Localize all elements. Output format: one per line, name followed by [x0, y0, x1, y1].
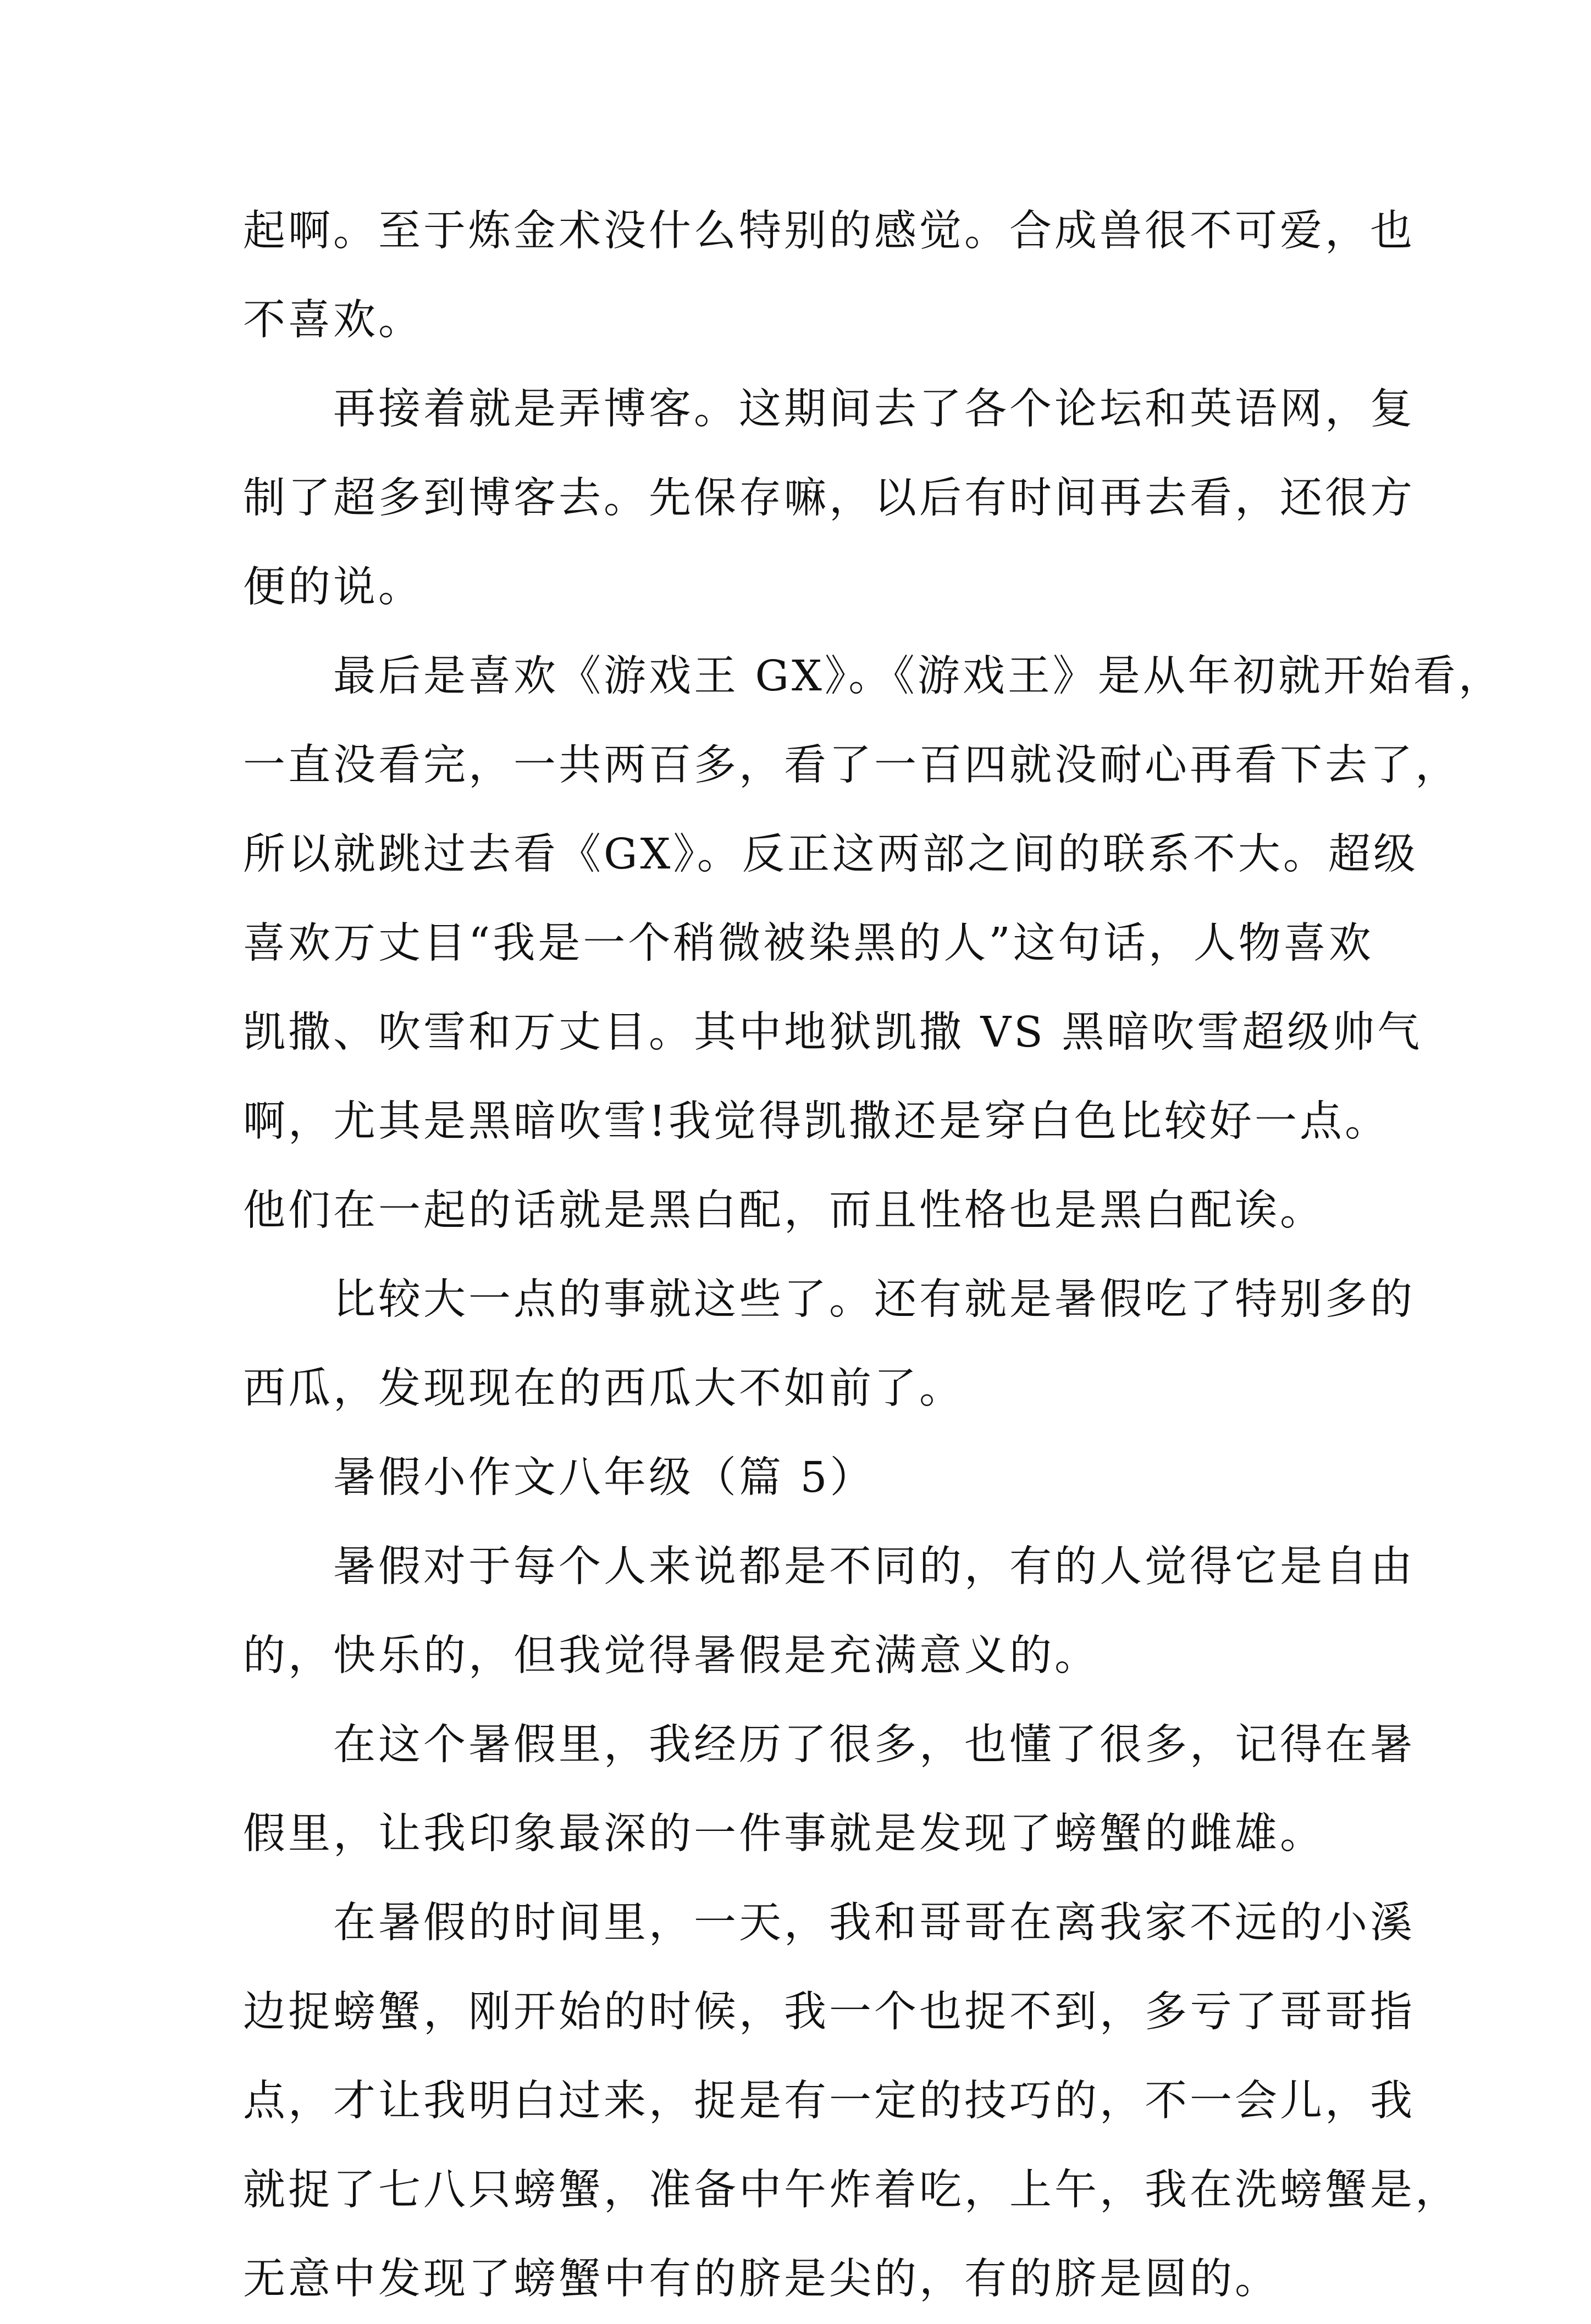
text-line: 凯撒、吹雪和万丈目。其中地狱凯撒 VS 黑暗吹雪超级帅气	[243, 1008, 1423, 1057]
text-line: 喜欢万丈目“我是一个稍微被染黑的人”这句话，人物喜欢	[243, 919, 1374, 968]
text-line: 无意中发现了螃蟹中有的脐是尖的，有的脐是圆的。	[243, 2255, 1280, 2304]
text-line: 西瓜，发现现在的西瓜大不如前了。	[243, 1364, 964, 1413]
text-line: 再接着就是弄博客。这期间去了各个论坛和英语网，复	[243, 385, 1415, 434]
text-line: 最后是喜欢《游戏王 GX》。《游戏王》是从年初就开始看，	[243, 652, 1504, 701]
text-line: 的，快乐的，但我觉得暑假是充满意义的。	[243, 1631, 1100, 1680]
text-line: 暑假对于每个人来说都是不同的，有的人觉得它是自由	[243, 1542, 1415, 1591]
text-line: 起啊。至于炼金术没什么特别的感觉。合成兽很不可爱，也	[243, 207, 1415, 256]
text-line: 就捉了七八只螃蟹，准备中午炸着吃，上午，我在洗螃蟹是，	[243, 2166, 1460, 2215]
text-line: 他们在一起的话就是黑白配，而且性格也是黑白配诶。	[243, 1186, 1325, 1235]
section-heading: 暑假小作文八年级（篇 5）	[243, 1453, 875, 1502]
text-line: 假里，让我印象最深的一件事就是发现了螃蟹的雌雄。	[243, 1810, 1325, 1858]
text-line: 所以就跳过去看《GX》。反正这两部之间的联系不大。超级	[243, 830, 1418, 879]
text-line: 边捉螃蟹，刚开始的时候，我一个也捉不到，多亏了哥哥指	[243, 1988, 1415, 2037]
text-line: 点，才让我明白过来，捉是有一定的技巧的，不一会儿，我	[243, 2077, 1415, 2126]
text-line: 在暑假的时间里，一天，我和哥哥在离我家不远的小溪	[243, 1899, 1415, 1947]
text-line: 比较大一点的事就这些了。还有就是暑假吃了特别多的	[243, 1275, 1415, 1324]
text-line: 不喜欢。	[243, 296, 423, 345]
text-line: 便的说。	[243, 563, 423, 612]
text-line: 制了超多到博客去。先保存嘛，以后有时间再去看，还很方	[243, 474, 1415, 523]
text-line: 啊，尤其是黑暗吹雪!我觉得凯撒还是穿白色比较好一点。	[243, 1097, 1390, 1146]
body-text	[243, 187, 1504, 2324]
text-line: 在这个暑假里，我经历了很多，也懂了很多，记得在暑	[243, 1720, 1415, 1769]
text-line: 一直没看完，一共两百多，看了一百四就没耐心再看下去了，	[243, 741, 1460, 790]
